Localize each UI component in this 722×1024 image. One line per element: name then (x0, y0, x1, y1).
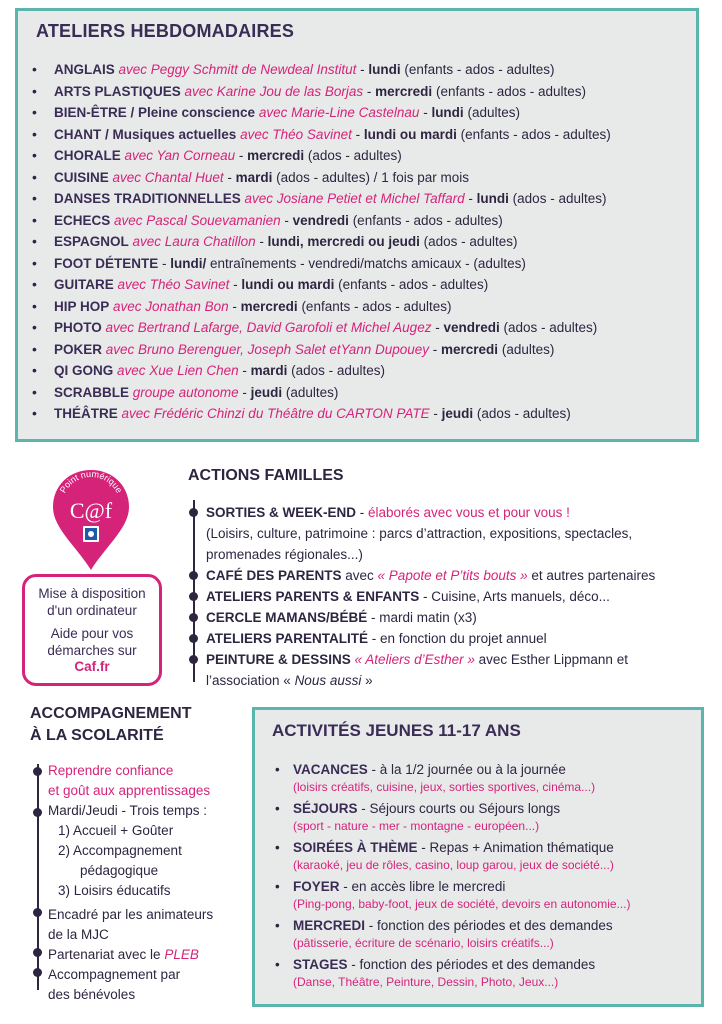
scolarite-goal: Reprendre confiance (48, 763, 174, 778)
familles-title: ACTIONS FAMILLES (188, 467, 344, 484)
scolarite-partenariat: Partenariat avec le PLEB (48, 947, 199, 962)
jeunes-item (275, 799, 631, 835)
atelier-day: lundi, mercredi ou jeudi (267, 234, 420, 249)
atelier-item (32, 59, 611, 81)
caf-logo: C@f (69, 498, 113, 523)
jeunes-item (275, 916, 631, 952)
atelier-name: SCRABBLE (54, 384, 130, 400)
jeunes-item (275, 838, 631, 874)
bullet-icon: • (32, 297, 37, 314)
jeunes-item-line (275, 955, 631, 974)
jeunes-item-desc: - en accès libre le mercredi (339, 879, 506, 894)
atelier-separator: - (429, 406, 442, 421)
atelier-audience: (enfants - ados - adultes) (404, 62, 555, 77)
bullet-icon: • (32, 61, 37, 77)
bullet-icon: • (275, 918, 280, 933)
atelier-item (32, 188, 611, 210)
familles-sorties-detail: (Loisirs, culture, patrimoine : parcs d’attraction, expositions, spectacles, (206, 526, 633, 541)
atelier-day: mercredi (441, 341, 499, 357)
atelier-audience: (enfants - ados - adultes) (338, 277, 489, 292)
atelier-day: vendredi (292, 212, 349, 228)
bullet-icon: • (32, 211, 37, 228)
bullet-icon: • (32, 168, 37, 185)
bullet-icon: • (32, 125, 37, 142)
atelier-separator: - (356, 62, 369, 77)
atelier-day: lundi/ (170, 255, 207, 271)
scolarite-list (48, 761, 243, 1005)
atelier-name: PHOTO (54, 320, 102, 335)
jeunes-item (275, 760, 631, 796)
bullet-icon: • (32, 362, 37, 378)
familles-bullet (189, 571, 198, 580)
jeunes-item-examples: (sport - nature - mer - montagne - européen...) (293, 819, 540, 833)
atelier-animateur: avec Josiane Petiet et Michel Taffard (244, 191, 465, 206)
familles-bullet (189, 592, 198, 601)
atelier-day: lundi ou mardi (363, 126, 457, 142)
atelier-item (32, 124, 611, 146)
atelier-day: jeudi (250, 384, 283, 400)
jeunes-item (275, 877, 631, 913)
atelier-name: FOOT DÉTENTE (54, 255, 159, 271)
caf-badge-text: Point numérique (57, 468, 125, 495)
atelier-audience: (ados - adultes) (307, 148, 402, 163)
atelier-audience: (enfants - ados - adultes) (352, 212, 503, 228)
atelier-audience: (ados - adultes) (503, 320, 598, 335)
bullet-icon: • (275, 879, 280, 894)
atelier-name: HIP HOP (54, 298, 110, 314)
jeunes-title: ACTIVITÉS JEUNES 11-17 ANS (272, 721, 521, 740)
jeunes-item-name: FOYER (293, 879, 340, 894)
atelier-animateur: avec Bruno Berenguer, Joseph Salet etYann Dupouey (105, 341, 430, 357)
jeunes-item-name: MERCREDI (293, 918, 366, 933)
familles-bullet (189, 613, 198, 622)
atelier-animateur: avec Jonathan Bon (113, 298, 229, 314)
caf-pin-icon (48, 466, 134, 574)
scolarite-step: 2) Accompagnement (58, 843, 182, 858)
bullet-icon: • (275, 801, 280, 816)
atelier-audience: (ados - adultes) (291, 363, 385, 378)
jeunes-item-line (275, 877, 631, 896)
atelier-name: CUISINE (54, 169, 109, 185)
familles-sorties-detail-2: promenades régionales...) (206, 547, 363, 562)
caf-line-aide: Aide pour vos démarches sur (47, 626, 137, 658)
jeunes-item-name: SÉJOURS (293, 801, 358, 816)
atelier-item (32, 253, 611, 275)
atelier-animateur: avec Pascal Souevamanien (114, 212, 281, 228)
jeunes-item-name: SOIRÉES À THÈME (293, 840, 418, 855)
jeunes-item (275, 955, 631, 991)
atelier-audience: (adultes) (501, 341, 555, 357)
scolarite-bullet (33, 968, 42, 977)
atelier-separator: - (351, 126, 364, 142)
atelier-separator: - (431, 320, 444, 335)
bullet-icon: • (32, 104, 37, 120)
caf-line-ordinateur: Mise à disposition d'un ordinateur (38, 586, 146, 618)
bullet-icon: • (32, 340, 37, 357)
atelier-name: DANSES TRADITIONNELLES (54, 191, 241, 206)
atelier-day: lundi ou mardi (241, 277, 335, 292)
atelier-animateur: avec Laura Chatillon (132, 234, 256, 249)
atelier-name: ESPAGNOL (54, 234, 129, 249)
jeunes-item-examples: (Ping-pong, baby-foot, jeux de société, devoirs en autonomie...) (293, 897, 631, 911)
bullet-icon: • (275, 762, 280, 777)
jeunes-item-name: STAGES (293, 957, 348, 972)
atelier-item (32, 360, 611, 382)
atelier-separator: - (419, 105, 432, 120)
atelier-name: CHORALE (54, 148, 121, 163)
atelier-separator: - (228, 298, 241, 314)
atelier-separator: - (158, 255, 171, 271)
scolarite-step: 3) Loisirs éducatifs (58, 883, 171, 898)
bullet-icon: • (32, 405, 37, 421)
atelier-animateur: avec Yan Corneau (124, 148, 236, 163)
atelier-audience: (adultes) (467, 105, 520, 120)
jeunes-item-desc: - fonction des périodes et des demandes (347, 957, 596, 972)
familles-sorties: SORTIES & WEEK-END - élaborés avec vous et pour vous ! (206, 505, 570, 520)
jeunes-item-line (275, 838, 631, 857)
atelier-audience: (adultes) (285, 384, 339, 400)
atelier-item (32, 102, 611, 124)
caf-info-box (22, 574, 162, 686)
atelier-item (32, 81, 611, 103)
familles-bullet (189, 655, 198, 664)
atelier-separator: - (464, 191, 477, 206)
atelier-name: GUITARE (54, 277, 114, 292)
atelier-animateur: avec Xue Lien Chen (117, 363, 239, 378)
familles-peinture-detail: l’association « Nous aussi » (206, 673, 373, 688)
jeunes-item-desc: - fonction des périodes et des demandes (365, 918, 613, 933)
bullet-icon: • (32, 190, 37, 206)
atelier-animateur: avec Peggy Schmitt de Newdeal Institut (118, 62, 357, 77)
atelier-animateur: avec Bertrand Lafarge, David Garofoli et Michel Augez (105, 320, 432, 335)
jeunes-item-examples: (karaoké, jeu de rôles, casino, loup garou, jeux de société...) (293, 858, 614, 872)
atelier-item (32, 231, 611, 253)
bullet-icon: • (275, 840, 280, 855)
atelier-name: ARTS PLASTIQUES (54, 83, 181, 99)
scolarite-bullet (33, 767, 42, 776)
jeunes-item-desc: - à la 1/2 journée ou à la journée (367, 762, 566, 777)
bullet-icon: • (32, 383, 37, 400)
atelier-name: QI GONG (54, 363, 114, 378)
ateliers-list (32, 59, 611, 425)
jeunes-item-line (275, 916, 631, 935)
ateliers-panel (15, 8, 699, 442)
familles-ateliers: ATELIERS PARENTS & ENFANTS - Cuisine, Arts manuels, déco... (206, 589, 610, 604)
atelier-audience: (ados - adultes) (512, 191, 607, 206)
atelier-day: mercredi (247, 148, 305, 163)
atelier-day: mardi (250, 363, 288, 378)
atelier-day: lundi (431, 105, 464, 120)
scolarite-benevoles: Accompagnement par (48, 967, 181, 982)
bullet-icon: • (32, 254, 37, 271)
atelier-separator: - (280, 212, 293, 228)
atelier-day: mercredi (240, 298, 298, 314)
atelier-animateur: avec Chantal Huet (112, 169, 224, 185)
atelier-item (32, 167, 611, 189)
atelier-separator: - (255, 234, 268, 249)
atelier-separator: - (223, 169, 236, 185)
bullet-icon: • (275, 957, 280, 972)
jeunes-item-examples: (loisirs créatifs, cuisine, jeux, sorties sportives, cinéma...) (293, 780, 596, 794)
atelier-separator: - (238, 363, 251, 378)
atelier-audience: entraînements - vendredi/matchs amicaux - (adultes) (210, 255, 526, 271)
atelier-audience: (enfants - ados - adultes) (460, 126, 611, 142)
atelier-day: lundi (476, 191, 509, 206)
atelier-audience: (ados - adultes) / 1 fois par mois (276, 169, 469, 185)
scolarite-bullet (33, 808, 42, 817)
scolarite-temps: Mardi/Jeudi - Trois temps : (48, 803, 208, 818)
atelier-name: ANGLAIS (54, 62, 115, 77)
atelier-item (32, 382, 611, 404)
atelier-separator: - (429, 341, 442, 357)
atelier-day: mardi (235, 169, 273, 185)
atelier-item (32, 145, 611, 167)
atelier-item (32, 274, 611, 296)
scolarite-goal-2: et goût aux apprentissages (48, 783, 211, 798)
atelier-name: BIEN-ÊTRE / Pleine conscience (54, 105, 256, 120)
atelier-audience: (enfants - ados - adultes) (301, 298, 452, 314)
atelier-audience: (ados - adultes) (423, 234, 518, 249)
atelier-item (32, 339, 611, 361)
atelier-day: jeudi (441, 406, 474, 421)
atelier-animateur: avec Marie-Line Castelnau (258, 105, 420, 120)
familles-bullet (189, 508, 198, 517)
familles-list (206, 502, 706, 691)
scolarite-benevoles-2: des bénévoles (48, 987, 136, 1002)
ateliers-title: ATELIERS HEBDOMADAIRES (36, 21, 295, 41)
atelier-separator: - (229, 277, 242, 292)
bullet-icon: • (32, 276, 37, 292)
atelier-name: THÉÂTRE (54, 406, 118, 421)
atelier-animateur: groupe autonome (132, 384, 239, 400)
scolarite-bullet (33, 948, 42, 957)
atelier-day: mercredi (375, 83, 433, 99)
atelier-day: vendredi (443, 320, 500, 335)
scolarite-step-detail: pédagogique (80, 863, 159, 878)
atelier-separator: - (235, 148, 248, 163)
atelier-animateur: avec Théo Savinet (117, 277, 230, 292)
atelier-animateur: avec Frédéric Chinzi du Théâtre du CARTON PATE (121, 406, 430, 421)
scolarite-step: 1) Accueil + Goûter (58, 823, 174, 838)
atelier-separator: - (238, 384, 251, 400)
bullet-icon: • (32, 147, 37, 163)
familles-peinture: PEINTURE & DESSINS « Ateliers d’Esther » avec Esther Lippmann et (206, 652, 628, 667)
jeunes-list (275, 760, 631, 994)
caf-link[interactable]: Caf.fr (74, 659, 110, 674)
bullet-icon: • (32, 319, 37, 335)
jeunes-item-desc: - Repas + Animation thématique (417, 840, 614, 855)
atelier-name: CHANT / Musiques actuelles (54, 126, 237, 142)
atelier-item (32, 403, 611, 425)
jeunes-item-name: VACANCES (293, 762, 368, 777)
atelier-item (32, 210, 611, 232)
atelier-separator: - (363, 83, 376, 99)
atelier-name: ECHECS (54, 212, 111, 228)
scolarite-encadre: Encadré par les animateurs (48, 907, 214, 922)
atelier-animateur: avec Théo Savinet (240, 126, 352, 142)
familles-cafe: CAFÉ DES PARENTS avec « Papote et P’tits bouts » et autres partenaires (206, 568, 656, 583)
atelier-audience: (ados - adultes) (476, 406, 571, 421)
jeunes-item-desc: - Séjours courts ou Séjours longs (357, 801, 561, 816)
bullet-icon: • (32, 233, 37, 249)
atelier-name: POKER (54, 341, 103, 357)
jeunes-item-line (275, 799, 631, 818)
familles-parentalite: ATELIERS PARENTALITÉ - en fonction du projet annuel (206, 631, 547, 646)
scolarite-title: ACCOMPAGNEMENT À LA SCOLARITÉ (30, 705, 192, 744)
jeunes-item-examples: (pâtisserie, écriture de scénario, loisirs créatifs...) (293, 936, 554, 950)
bullet-icon: • (32, 82, 37, 99)
atelier-day: lundi (368, 62, 401, 77)
atelier-item (32, 296, 611, 318)
scolarite-bullet (33, 908, 42, 917)
familles-bullet (189, 634, 198, 643)
jeunes-panel (252, 707, 704, 1007)
jeunes-item-examples: (Danse, Théâtre, Peinture, Dessin, Photo, Jeux...) (293, 975, 559, 989)
atelier-animateur: avec Karine Jou de las Borjas (184, 83, 364, 99)
scolarite-encadre-2: de la MJC (48, 927, 109, 942)
familles-cercle: CERCLE MAMANS/BÉBÉ - mardi matin (x3) (206, 610, 477, 625)
atelier-item (32, 317, 611, 339)
atelier-audience: (enfants - ados - adultes) (435, 83, 587, 99)
jeunes-item-line (275, 760, 631, 779)
